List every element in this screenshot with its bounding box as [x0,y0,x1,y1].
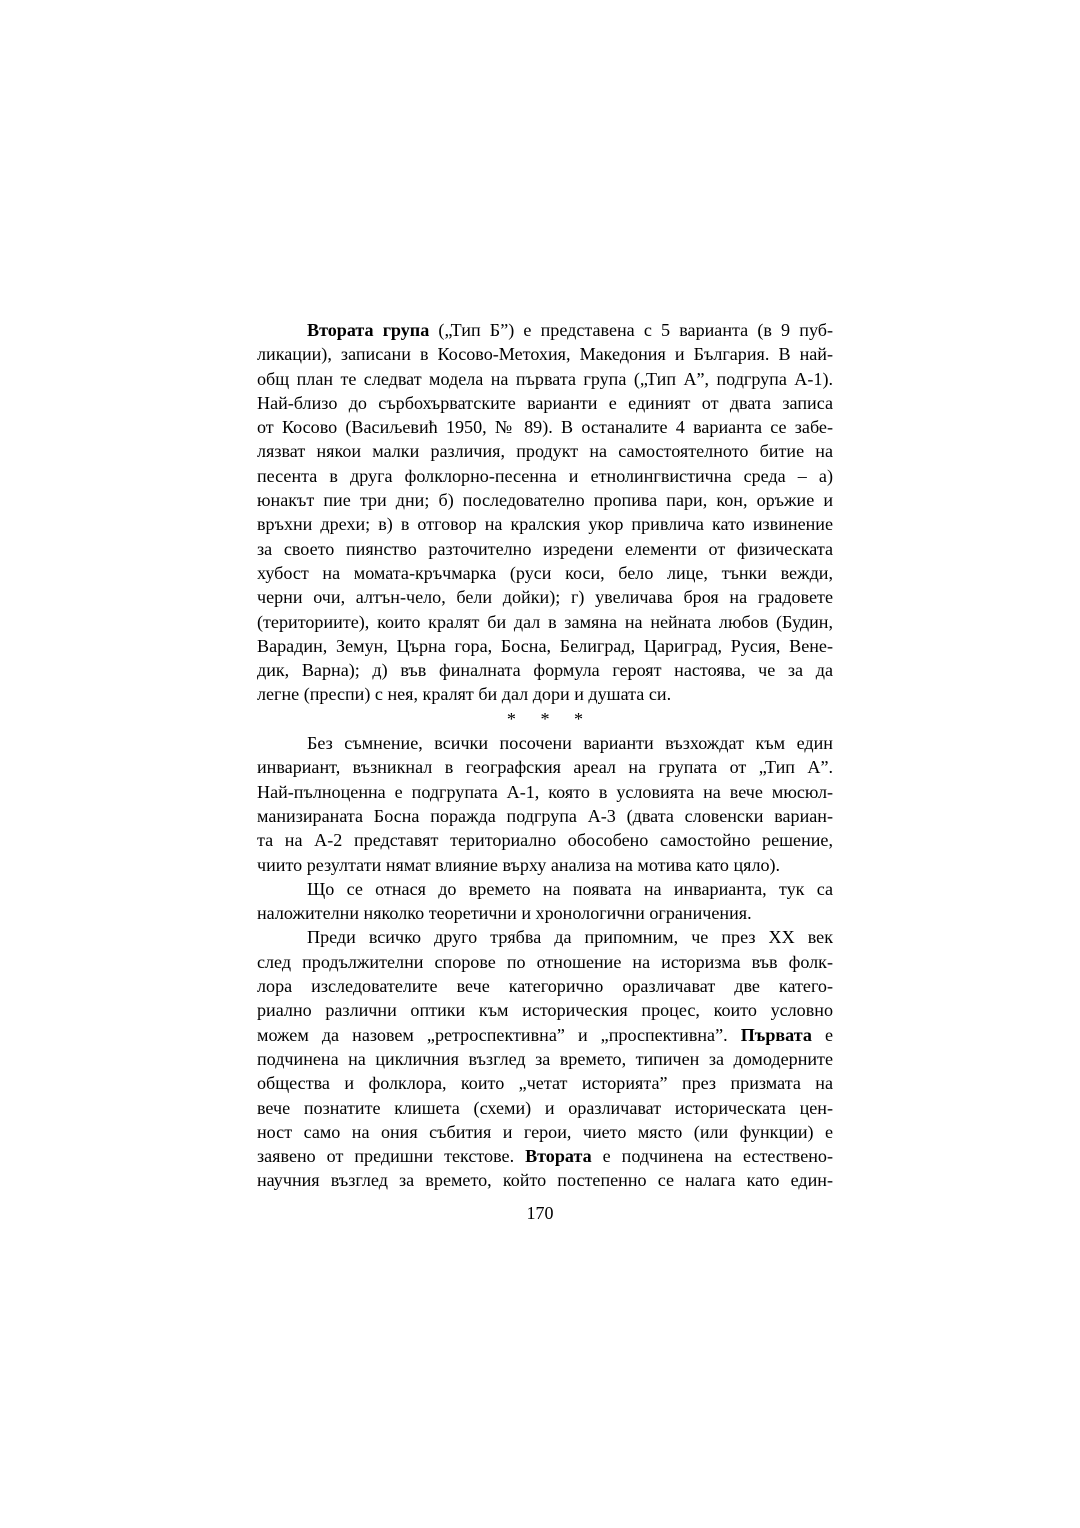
text-line: та на А-2 представят териториално обособено самостойно решение, [257,830,833,851]
text-line: легне (преспи) с нея, кралят би дал дори и душата си. [257,684,672,705]
paragraph-3 [257,877,833,926]
paragraph-2 [257,731,833,877]
text-line: Варадин, Земун, Църна гора, Босна, Белиград, Цариград, Русия, Вене- [257,635,833,656]
text-line: подчинена на цикличния възглед за времето, типичен за домодерните [257,1048,833,1069]
text-line: лязват някои малки различия, продукт на самостоятелното битие на [257,441,833,462]
text-line: от Косово (Васиљевић 1950, № 89). В останалите 4 варианта се забе- [257,417,833,438]
text-line: можем да назовем „ретроспективна” и „проспективна”. Първата е [257,1024,833,1045]
text-line: Без съмнение, всички посочени варианти възхождат към един [307,733,833,754]
text-line: Най-близо до сърбохърватските варианти е единият от двата записа [257,392,833,413]
text-line: Преди всичко друго трябва да припомним, че през XX век [307,927,833,948]
text-line: общ план те следват модела на първата група („Тип А”, подгрупа А-1). [257,368,833,389]
text-line: Най-пълноценна е подгрупата А-1, която в условията на вече мюсюл- [257,781,833,802]
text-line: дик, Варна); д) във финалната формула героят настоява, че за да [257,660,833,681]
text-line: научния възглед за времето, който постепенно се налага като един- [257,1170,833,1191]
text-line: Втората група („Тип Б”) е представена с 5 варианта (в 9 пуб- [307,320,833,340]
text-line: чиито резултати нямат влияние върху анализа на мотива като цяло). [257,854,781,875]
bold-term: Втората група [307,320,430,340]
text-line: връхни дрехи; в) в отговор на кралския укор привлича като извинение [257,514,833,535]
text-line: вече познатите клишета (схеми) и оразличават историческата цен- [257,1097,833,1118]
text-line: ност само на ония събития и герои, чието място (или функции) е [257,1121,833,1142]
text-block [257,318,833,1193]
text-line: общества и фолклора, които „четат историята” през призмата на [257,1073,833,1094]
text-line: заявено от предишни текстове. Втората е подчинена на естествено- [257,1146,834,1167]
text-line: наложителни няколко теоретични и хронологични ограничения. [257,903,752,924]
text-line: манизираната Босна поражда подгрупа А-3 (двата словенски вариан- [257,805,833,826]
section-separator: * * * [506,708,594,729]
text-line: инвариант, възникнал в географския ареал на групата от „Тип А”. [257,757,833,778]
bold-term: Първата [740,1024,812,1045]
paragraph-1 [257,318,833,707]
text-line: черни очи, алтън-чело, бели дойки); г) увеличава броя на градовете [257,587,833,608]
text-line: лора изследователите вече категорично оразличават две катего- [257,976,833,997]
text-line: юнакът пие три дни; б) последователно пропива пари, кон, оръжие и [257,490,833,511]
text-line: риално различни оптики към историческия процес, които условно [257,1000,833,1021]
text-line: хубост на момата-кръчмарка (руси коси, бело лице, тънки вежди, [257,562,833,583]
text-line: за своето пиянство разточително изредени елементи от физическата [257,538,833,559]
page-number: 170 [526,1203,554,1223]
text-line: след продължителни спорове по отношение на историзма във фолк- [257,951,833,972]
text-line: (териториите), които кралят би дал в замяна на нейната любов (Будин, [257,611,833,632]
text-line: Що се отнася до времето на появата на инварианта, тук са [307,878,833,899]
paragraph-4 [257,925,833,1192]
text-line: песента в друга фолклорно-песенна и етнолингвистична среда – а) [257,465,833,486]
bold-term: Втората [525,1146,592,1167]
text-line: ликации), записани в Косово-Метохия, Македония и България. В най- [257,344,833,365]
